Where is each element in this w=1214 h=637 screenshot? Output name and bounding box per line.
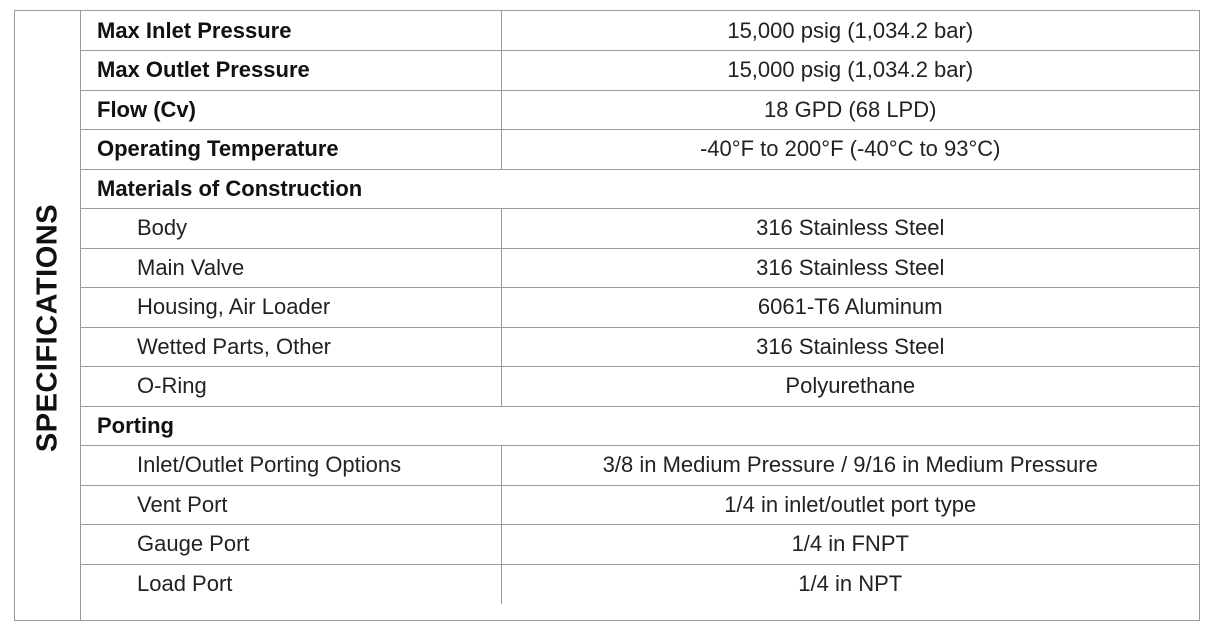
table-row xyxy=(81,90,1199,130)
row-label-load-port: Load Port xyxy=(81,564,501,604)
specifications-side-label: SPECIFICATIONS xyxy=(31,203,64,453)
row-value-gauge-port: 1/4 in FNPT xyxy=(501,525,1199,565)
row-label-max-inlet-pressure: Max Inlet Pressure xyxy=(81,11,501,51)
row-value-flow: 18 GPD (68 LPD) xyxy=(501,90,1199,130)
side-label-cell xyxy=(15,11,81,620)
row-label-operating-temperature: Operating Temperature xyxy=(81,130,501,170)
section-header-materials: Materials of Construction xyxy=(81,169,1199,209)
row-value-housing-air-loader: 6061-T6 Aluminum xyxy=(501,288,1199,328)
row-label-main-valve: Main Valve xyxy=(81,248,501,288)
row-value-main-valve: 316 Stainless Steel xyxy=(501,248,1199,288)
row-label-inlet-outlet-porting: Inlet/Outlet Porting Options xyxy=(81,446,501,486)
row-label-max-outlet-pressure: Max Outlet Pressure xyxy=(81,51,501,91)
table-row xyxy=(81,11,1199,51)
row-value-wetted-parts-other: 316 Stainless Steel xyxy=(501,327,1199,367)
row-value-operating-temperature: -40°F to 200°F (-40°C to 93°C) xyxy=(501,130,1199,170)
row-label-wetted-parts-other: Wetted Parts, Other xyxy=(81,327,501,367)
row-label-flow: Flow (Cv) xyxy=(81,90,501,130)
row-label-gauge-port: Gauge Port xyxy=(81,525,501,565)
table-row xyxy=(81,327,1199,367)
row-value-load-port: 1/4 in NPT xyxy=(798,571,903,596)
row-value-max-inlet-pressure: 15,000 psig (1,034.2 bar) xyxy=(501,11,1199,51)
row-value-inlet-outlet-porting: 3/8 in Medium Pressure / 9/16 in Medium Pressure xyxy=(501,446,1199,486)
section-row xyxy=(81,406,1199,446)
table-row xyxy=(81,130,1199,170)
table-row xyxy=(81,51,1199,91)
table-row xyxy=(81,209,1199,249)
table-row xyxy=(81,525,1199,565)
table-row xyxy=(81,367,1199,407)
table-row xyxy=(81,485,1199,525)
row-value-o-ring: Polyurethane xyxy=(501,367,1199,407)
table-row xyxy=(81,564,1199,604)
row-label-o-ring: O-Ring xyxy=(81,367,501,407)
row-value-vent-port: 1/4 in inlet/outlet port type xyxy=(501,485,1199,525)
row-value-max-outlet-pressure: 15,000 psig (1,034.2 bar) xyxy=(501,51,1199,91)
specifications-table xyxy=(81,11,1199,604)
table-row xyxy=(81,446,1199,486)
row-label-housing-air-loader: Housing, Air Loader xyxy=(81,288,501,328)
row-label-vent-port: Vent Port xyxy=(81,485,501,525)
section-header-porting: Porting xyxy=(81,406,1199,446)
row-value-body: 316 Stainless Steel xyxy=(501,209,1199,249)
table-row xyxy=(81,288,1199,328)
row-label-body: Body xyxy=(81,209,501,249)
section-row xyxy=(81,169,1199,209)
specifications-table-frame xyxy=(14,10,1200,621)
table-row xyxy=(81,248,1199,288)
